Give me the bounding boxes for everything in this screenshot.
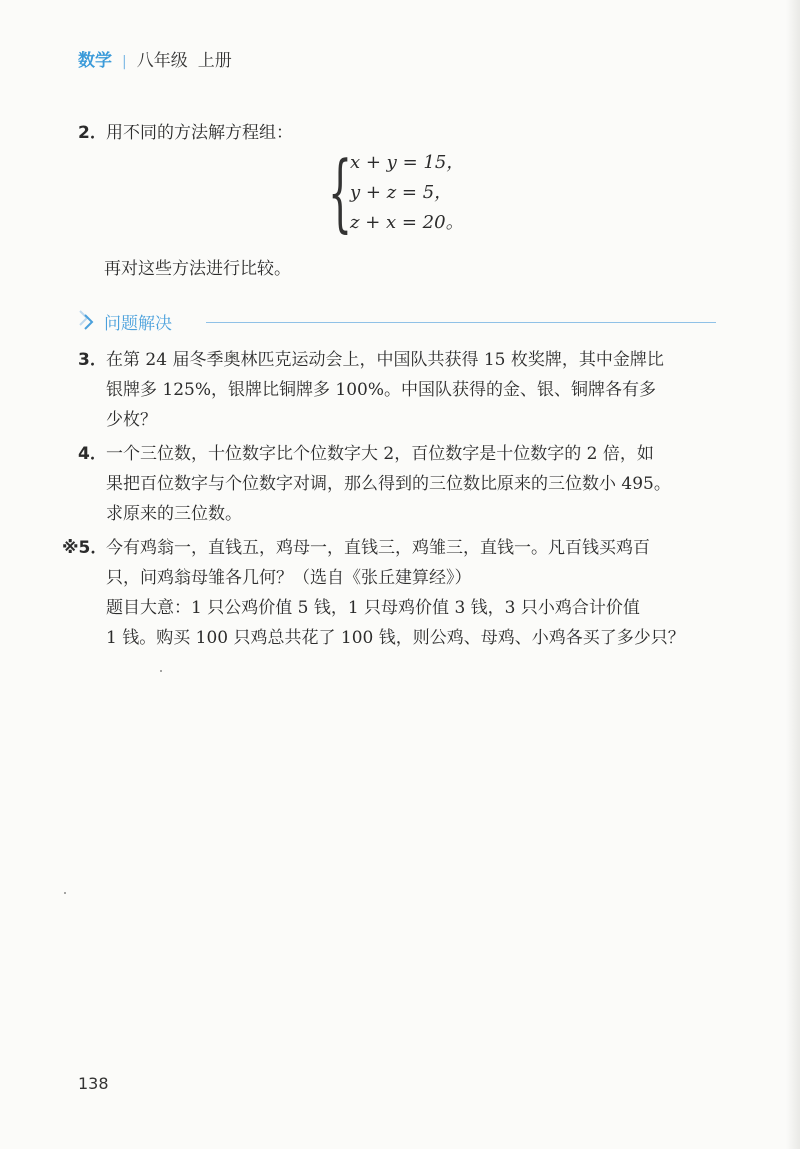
problem-5-line-4: 1 钱。购买 100 只鸡总共花了 100 钱，则公鸡、母鸡、小鸡各买了多少只？ xyxy=(106,628,685,648)
problem-3-body xyxy=(106,345,718,435)
problem-2-followup: 再对这些方法进行比较。 xyxy=(104,259,291,279)
header-subject: 数学 xyxy=(78,51,112,71)
page-number: 138 xyxy=(78,1074,109,1093)
section-heading xyxy=(78,305,718,335)
chevron-right-icon xyxy=(78,305,94,335)
problem-5-line-2: 只，问鸡翁母雏各几何？（选自《张丘建算经》） xyxy=(106,568,472,588)
problem-3 xyxy=(78,345,664,430)
section-rule xyxy=(206,322,716,323)
problem-3-line-3: 少枚？ xyxy=(106,410,157,430)
problem-4 xyxy=(78,439,671,524)
header-volume: 上册 xyxy=(197,51,232,71)
page-edge-shadow xyxy=(786,0,800,1149)
scan-speck xyxy=(64,892,66,894)
header-separator: | xyxy=(122,54,127,70)
problem-3-number: 3． xyxy=(78,350,107,370)
header-grade: 八年级 xyxy=(136,51,188,71)
equation-1: x + y = 15， xyxy=(350,152,465,173)
problem-2 xyxy=(78,118,293,148)
problem-4-number: 4． xyxy=(78,444,107,464)
left-brace: { xyxy=(328,143,353,241)
problem-2-prompt: 用不同的方法解方程组： xyxy=(106,123,293,143)
problem-3-line-1: 在第 24 届冬季奥林匹克运动会上，中国队共获得 15 枚奖牌，其中金牌比 xyxy=(106,350,664,370)
problem-5-line-1: 今有鸡翁一，直钱五，鸡母一，直钱三，鸡雏三，直钱一。凡百钱买鸡百 xyxy=(106,538,650,558)
problem-5-number: ※5． xyxy=(62,538,108,558)
problem-4-line-2: 果把百位数字与个位数字对调，那么得到的三位数比原来的三位数小 495。 xyxy=(106,474,671,494)
problem-4-body xyxy=(106,439,718,529)
scan-speck xyxy=(160,670,162,672)
running-header xyxy=(78,46,232,71)
problem-5 xyxy=(62,533,685,648)
equation-system xyxy=(328,143,465,241)
equation-3: z + x = 20。 xyxy=(350,212,464,233)
problem-3-line-2: 银牌多 125%，银牌比铜牌多 100%。中国队获得的金、银、铜牌各有多 xyxy=(106,380,657,400)
problem-5-body xyxy=(106,533,718,653)
problem-2-number: 2． xyxy=(78,123,107,143)
section-title: 问题解决 xyxy=(104,314,172,334)
problem-4-line-1: 一个三位数，十位数字比个位数字大 2，百位数字是十位数字的 2 倍，如 xyxy=(106,444,654,464)
problem-4-line-3: 求原来的三位数。 xyxy=(106,504,242,524)
equation-2: y + z = 5， xyxy=(350,182,453,203)
problem-5-line-3: 题目大意：1 只公鸡价值 5 钱，1 只母鸡价值 3 钱，3 只小鸡合计价值 xyxy=(106,598,640,618)
